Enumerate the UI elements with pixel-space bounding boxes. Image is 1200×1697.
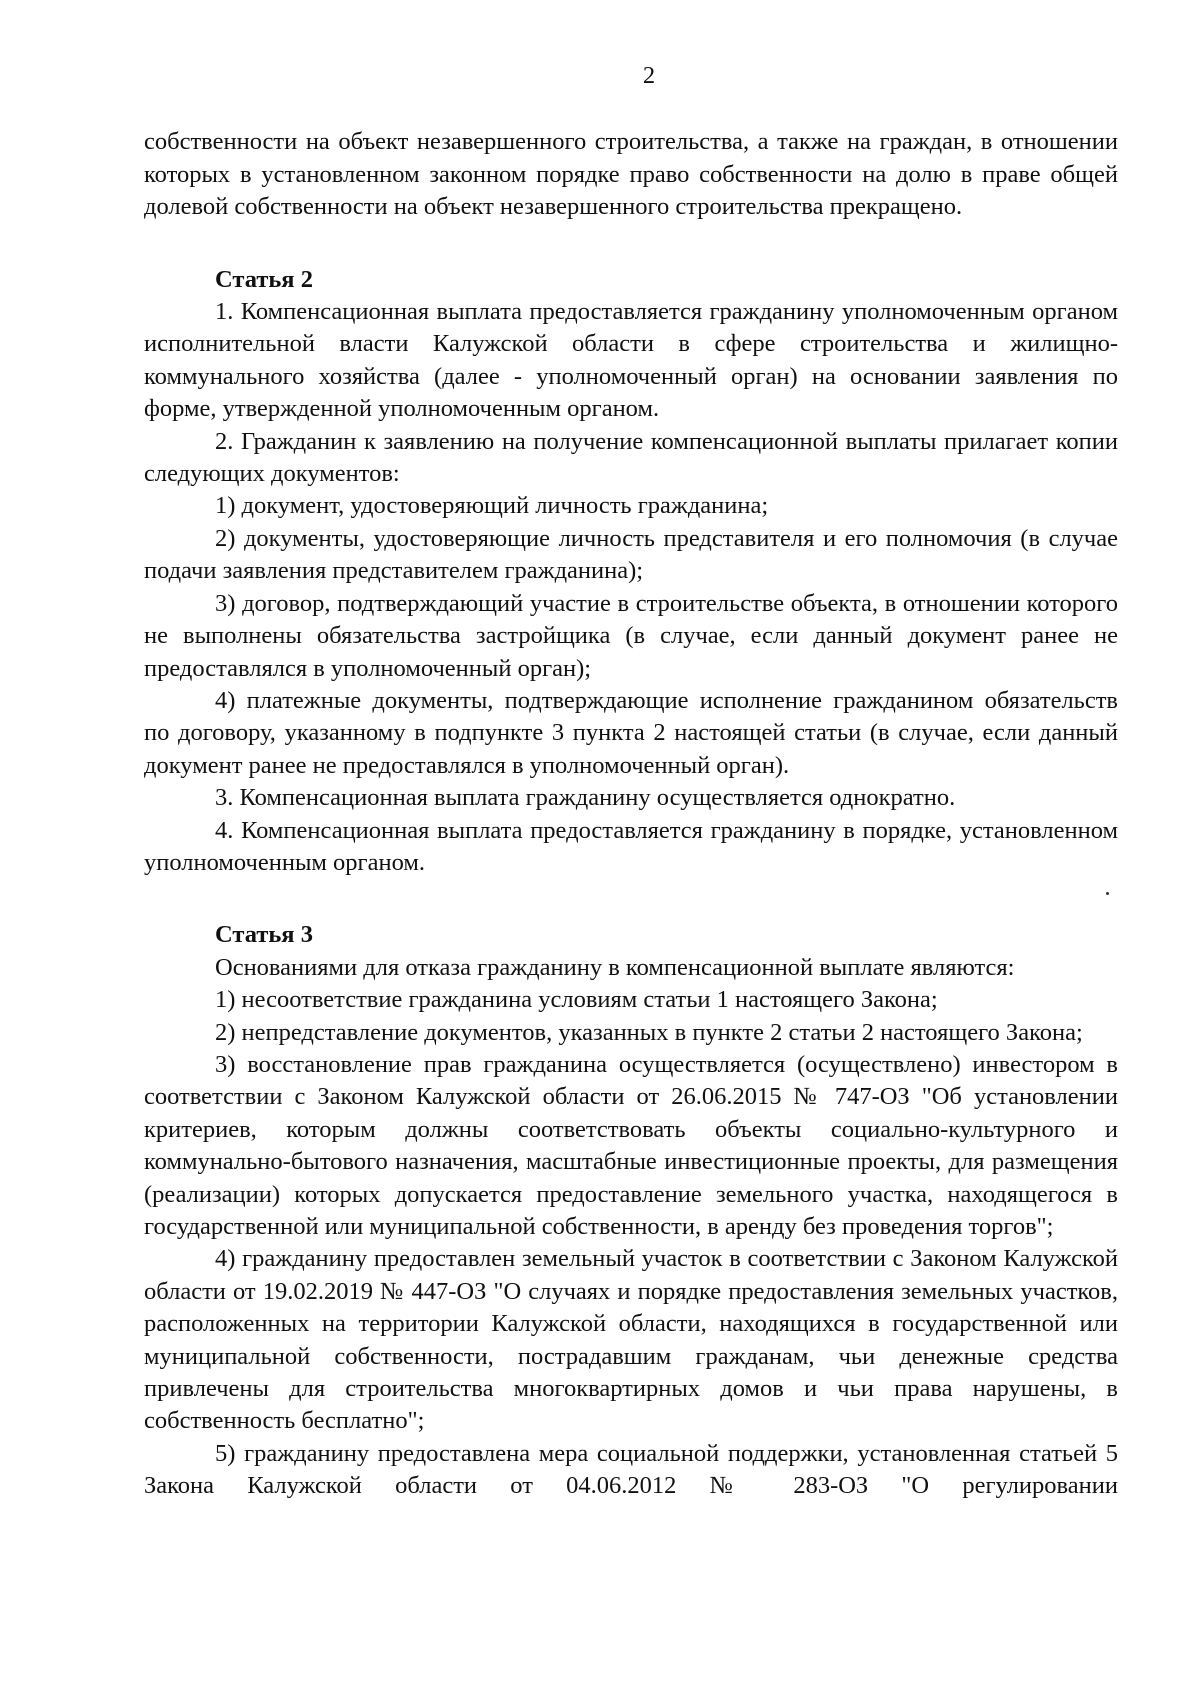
page-number: 2	[642, 62, 656, 89]
article-2-point-3: 3. Компенсационная выплата гражданину осуществляется однократно.	[215, 784, 956, 812]
article-2-subpoint-2: 2) документы, удостоверяющие личность представителя и его полномочия (в случае подачи заявления представителем гражданина);	[144, 524, 1118, 585]
article-3-item-1: 1) несоответствие гражданина условиям статьи 1 настоящего Закона;	[215, 986, 938, 1014]
article-3-heading: Статья 3	[215, 921, 313, 949]
article-3-item-2: 2) непредставление документов, указанных в пункте 2 статьи 2 настоящего Закона;	[215, 1018, 1083, 1046]
article-2-point-2: 2. Гражданин к заявлению на получение компенсационной выплаты прилагает копии следующих документов:	[144, 427, 1118, 488]
article-2-subpoint-4: 4) платежные документы, подтверждающие исполнение гражданином обязательств по договору, указанному в подпункте 3 пункта 2 настоящей статьи (в случае, если данный документ ранее не предоставлялся в уполномоченный орган).	[144, 686, 1118, 779]
article-2-point-1: 1. Компенсационная выплата предоставляется гражданину уполномоченным органом исполнительной власти Калужской области в сфере строительства и жилищно-коммунального хозяйства (далее - уполномоченный орган) на основании заявления по форме, утвержденной уполномоченным органом.	[144, 298, 1118, 423]
intro-paragraph: собственности на объект незавершенного строительства, а также на граждан, в отношении которых в установленном законном порядке право собственности на долю в праве общей долевой собственности на объект незавершенного строительства прекращено.	[144, 128, 1118, 221]
scan-speck	[1106, 892, 1109, 895]
article-2-subpoint-3: 3) договор, подтверждающий участие в строительстве объекта, в отношении которого не выполнены обязательства застройщика (в случае, если данный документ ранее не предоставлялся в уполномоченный орган);	[144, 589, 1118, 682]
article-3-item-5: 5) гражданину предоставлена мера социальной поддержки, установленная статьей 5 Закона Калужской области от 04.06.2012 № 283-ОЗ "О регулировании	[144, 1439, 1118, 1500]
article-3-intro: Основаниями для отказа гражданину в компенсационной выплате являются:	[215, 953, 1015, 981]
article-2-heading: Статья 2	[215, 265, 313, 293]
article-3-item-3: 3) восстановление прав гражданина осуществляется (осуществлено) инвестором в соответствии с Законом Калужской области от 26.06.2015 № 747-ОЗ "Об установлении критериев, которым должны соответствовать объекты социально-культурного и коммунально-бытового назначения, масштабные инвестиционные проекты, для размещения (реализации) которых допускается предоставление земельного участка, находящегося в государственной или муниципальной собственности, в аренду без проведения торгов";	[144, 1050, 1118, 1240]
article-2-point-4: 4. Компенсационная выплата предоставляется гражданину в порядке, установленном уполномоченным органом.	[144, 816, 1118, 876]
article-3-item-4: 4) гражданину предоставлен земельный участок в соответствии с Законом Калужской области от 19.02.2019 № 447-ОЗ "О случаях и порядке предоставления земельных участков, расположенных на территории Калужской области, находящихся в государственной или муниципальной собственности, пострадавшим гражданам, чьи денежные средства привлечены для строительства многоквартирных домов и чьи права нарушены, в собственность бесплатно";	[144, 1245, 1118, 1435]
article-2-subpoint-1: 1) документ, удостоверяющий личность гражданина;	[215, 492, 769, 520]
